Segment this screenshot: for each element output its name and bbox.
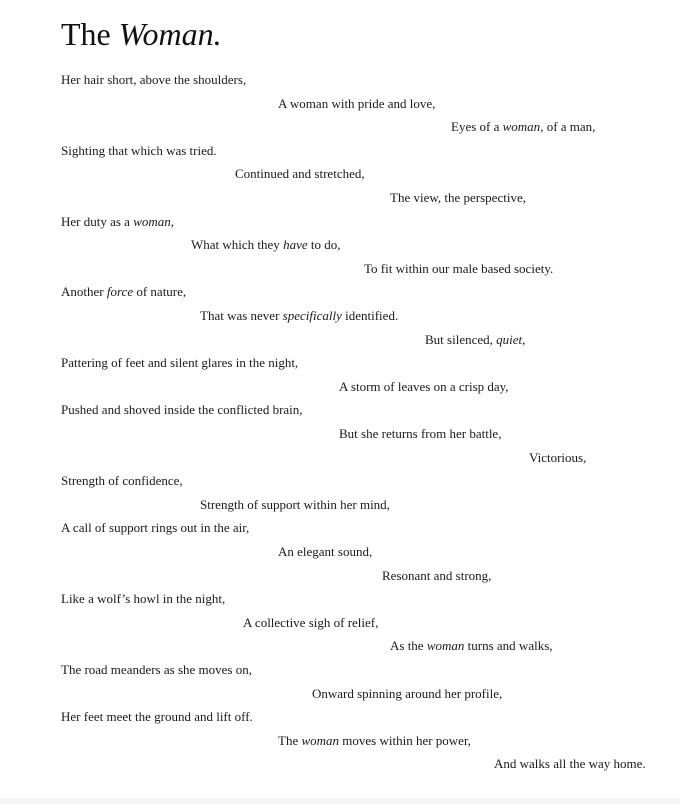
poem-line <box>312 685 502 703</box>
poem-line-text: Like a wolf’s howl in the night, <box>61 591 226 606</box>
poem-line <box>61 283 186 301</box>
poem-line <box>278 95 435 113</box>
poem-line-text: Her feet meet the ground and lift off. <box>61 709 253 724</box>
poem-line <box>390 637 553 655</box>
poem-line <box>278 543 372 561</box>
poem-line-text: Her duty as a <box>61 214 134 229</box>
poem-line-text: Onward spinning around her profile, <box>312 686 503 701</box>
poem-line <box>425 331 525 349</box>
poem-line-text: A woman with pride and love, <box>278 96 436 111</box>
poem-line-text: , <box>170 214 175 229</box>
poem-line-text: to do, <box>307 237 341 252</box>
poem-line-text: The <box>278 733 302 748</box>
poem-line-text: of nature, <box>133 284 187 299</box>
poem-line <box>61 661 252 679</box>
poem-line-text: identified. <box>341 308 399 323</box>
poem-line-text: Resonant and strong, <box>382 568 492 583</box>
poem-line <box>61 708 253 726</box>
poem-line-emphasis: quiet <box>496 332 523 347</box>
poem-line <box>390 189 526 207</box>
poem-line <box>61 71 246 89</box>
poem-line-text: That was never <box>200 308 283 323</box>
poem-line <box>61 354 298 372</box>
poem-line-text: But she returns from her battle, <box>339 426 502 441</box>
poem-line-text: The road meanders as she moves on, <box>61 662 252 677</box>
poem-line <box>243 614 378 632</box>
poem-line-text: Strength of support within her mind, <box>200 497 390 512</box>
poem-line <box>61 401 303 419</box>
poem-line-text: What which they <box>191 237 284 252</box>
poem-line <box>235 165 365 183</box>
poem-line <box>61 519 249 537</box>
poem-line-text: A call of support rings out in the air, <box>61 520 250 535</box>
poem-line <box>278 732 471 750</box>
poem-line <box>339 378 509 396</box>
poem-line <box>529 449 586 467</box>
poem-line-text: But silenced, <box>425 332 497 347</box>
poem-line-text: Eyes of a <box>451 119 503 134</box>
poem-line <box>200 496 390 514</box>
poem-line-text: , of a man, <box>540 119 596 134</box>
poem-line <box>191 236 340 254</box>
poem-line-emphasis: have <box>283 237 308 252</box>
poem-line <box>451 118 595 136</box>
poem-line-text: And walks all the way home. <box>494 756 646 771</box>
poem-line-text: A storm of leaves on a crisp day, <box>339 379 509 394</box>
poem-line-text: Victorious, <box>529 450 587 465</box>
poem-line-emphasis: woman <box>502 119 541 134</box>
poem-line-emphasis: woman <box>133 214 171 229</box>
poem-line-text: An elegant sound, <box>278 544 373 559</box>
poem-line-text: The view, the perspective, <box>390 190 526 205</box>
poem-line-text: moves within her power, <box>339 733 472 748</box>
poem-title-lead: The <box>61 16 111 52</box>
poem-line <box>61 142 217 160</box>
poem-line-text: Sighting that which was tried. <box>61 143 217 158</box>
poem-line <box>382 567 491 585</box>
poem-line <box>364 260 553 278</box>
poem-line <box>61 590 225 608</box>
poem-line-text: Strength of confidence, <box>61 473 183 488</box>
poem-line-text: A collective sigh of relief, <box>243 615 379 630</box>
poem-line-text: As the <box>390 638 427 653</box>
poem-line-text: Another <box>61 284 107 299</box>
poem-line <box>339 425 501 443</box>
poem-line-text: Her hair short, above the shoulders, <box>61 72 247 87</box>
poem-line-emphasis: specifically <box>282 308 342 323</box>
poem-line <box>61 213 174 231</box>
poem-line-emphasis: force <box>106 284 134 299</box>
poem-line-text: Continued and stretched, <box>235 166 365 181</box>
poem-line-text: Pattering of feet and silent glares in the night, <box>61 355 299 370</box>
poem-line <box>494 755 646 773</box>
poem-title-emphasis: Woman. <box>118 16 222 52</box>
poem-line-emphasis: woman <box>301 733 340 748</box>
poem-line-emphasis: woman <box>426 638 465 653</box>
poem-line <box>61 472 183 490</box>
poem-line <box>200 307 398 325</box>
poem-line-text: Pushed and shoved inside the conflicted brain, <box>61 402 303 417</box>
poem-line-text: turns and walks, <box>464 638 553 653</box>
poem-line-text: , <box>522 332 526 347</box>
poem-line-text: To fit within our male based society. <box>364 261 554 276</box>
